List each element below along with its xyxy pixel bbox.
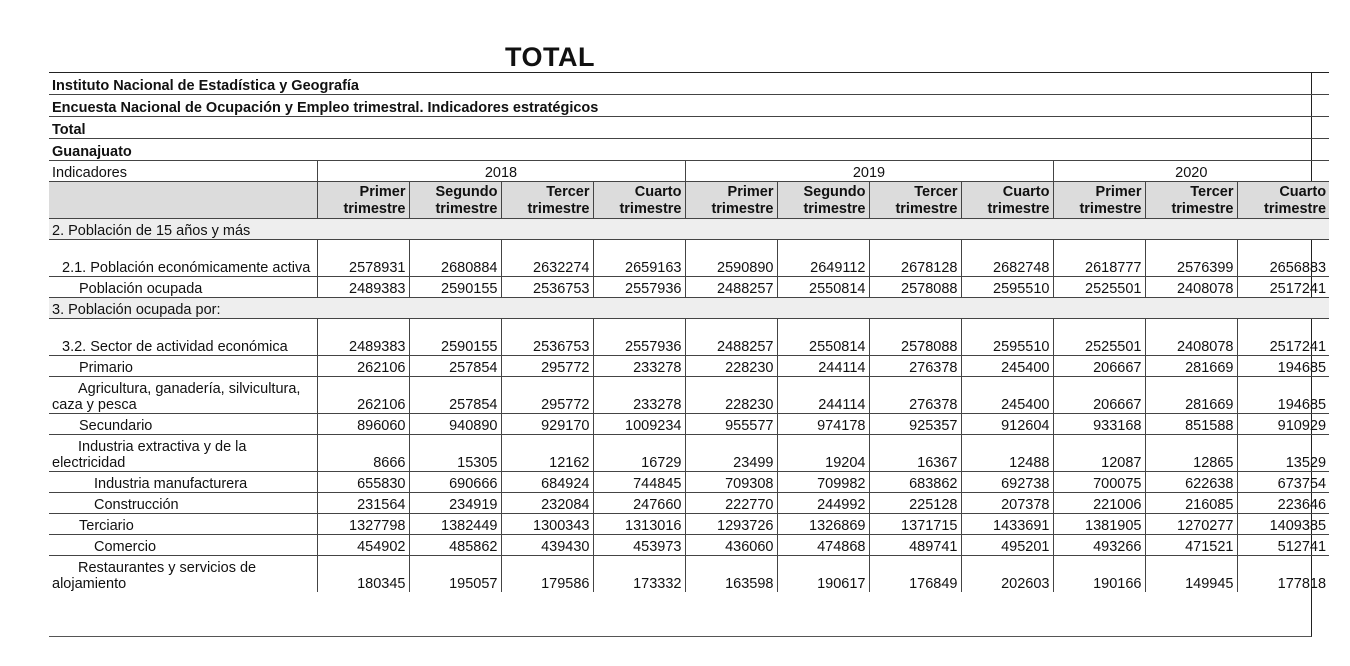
value-cell: 2557936 bbox=[593, 319, 685, 356]
row-label: 3. Población ocupada por: bbox=[49, 298, 1329, 319]
value-cell: 295772 bbox=[501, 377, 593, 414]
section-row bbox=[49, 298, 1329, 319]
value-cell: 190166 bbox=[1053, 556, 1145, 593]
quarter-header: Segundo trimestre bbox=[409, 182, 501, 219]
value-cell: 690666 bbox=[409, 472, 501, 493]
institute-name: Instituto Nacional de Estadística y Geografía bbox=[49, 73, 1329, 95]
value-cell: 149945 bbox=[1145, 556, 1237, 593]
value-cell: 245400 bbox=[961, 377, 1053, 414]
value-cell: 8666 bbox=[317, 435, 409, 472]
value-cell: 16729 bbox=[593, 435, 685, 472]
value-cell: 1009234 bbox=[593, 414, 685, 435]
value-cell: 1327798 bbox=[317, 514, 409, 535]
value-cell: 493266 bbox=[1053, 535, 1145, 556]
value-cell: 281669 bbox=[1145, 356, 1237, 377]
value-cell: 245400 bbox=[961, 356, 1053, 377]
year-header: 2018 bbox=[317, 161, 685, 182]
value-cell: 13529 bbox=[1237, 435, 1329, 472]
value-cell: 194685 bbox=[1237, 356, 1329, 377]
table-row bbox=[49, 514, 1329, 535]
value-cell: 216085 bbox=[1145, 493, 1237, 514]
value-cell: 2678128 bbox=[869, 240, 961, 277]
value-cell: 1433691 bbox=[961, 514, 1053, 535]
value-cell: 12865 bbox=[1145, 435, 1237, 472]
value-cell: 2408078 bbox=[1145, 319, 1237, 356]
quarter-header: Primer trimestre bbox=[1053, 182, 1145, 219]
value-cell: 12488 bbox=[961, 435, 1053, 472]
table-row bbox=[49, 493, 1329, 514]
value-cell: 222770 bbox=[685, 493, 777, 514]
value-cell: 262106 bbox=[317, 377, 409, 414]
value-cell: 2525501 bbox=[1053, 319, 1145, 356]
value-cell: 471521 bbox=[1145, 535, 1237, 556]
table-row bbox=[49, 472, 1329, 493]
value-cell: 1371715 bbox=[869, 514, 961, 535]
value-cell: 276378 bbox=[869, 377, 961, 414]
value-cell: 16367 bbox=[869, 435, 961, 472]
value-cell: 12162 bbox=[501, 435, 593, 472]
value-cell: 744845 bbox=[593, 472, 685, 493]
value-cell: 2578088 bbox=[869, 277, 961, 298]
value-cell: 262106 bbox=[317, 356, 409, 377]
value-cell: 194685 bbox=[1237, 377, 1329, 414]
value-cell: 2488257 bbox=[685, 277, 777, 298]
value-cell: 244992 bbox=[777, 493, 869, 514]
quarter-header: Primer trimestre bbox=[685, 182, 777, 219]
value-cell: 228230 bbox=[685, 377, 777, 414]
value-cell: 2517241 bbox=[1237, 319, 1329, 356]
value-cell: 709982 bbox=[777, 472, 869, 493]
quarter-header: Cuarto trimestre bbox=[593, 182, 685, 219]
value-cell: 495201 bbox=[961, 535, 1053, 556]
value-cell: 910929 bbox=[1237, 414, 1329, 435]
value-cell: 933168 bbox=[1053, 414, 1145, 435]
value-cell: 206667 bbox=[1053, 356, 1145, 377]
table-row bbox=[49, 277, 1329, 298]
value-cell: 2557936 bbox=[593, 277, 685, 298]
value-cell: 974178 bbox=[777, 414, 869, 435]
value-cell: 622638 bbox=[1145, 472, 1237, 493]
table-row bbox=[49, 535, 1329, 556]
value-cell: 940890 bbox=[409, 414, 501, 435]
row-label: Secundario bbox=[49, 414, 317, 435]
value-cell: 929170 bbox=[501, 414, 593, 435]
year-header: 2019 bbox=[685, 161, 1053, 182]
table-row bbox=[49, 435, 1329, 472]
value-cell: 247660 bbox=[593, 493, 685, 514]
value-cell: 1381905 bbox=[1053, 514, 1145, 535]
value-cell: 2656883 bbox=[1237, 240, 1329, 277]
value-cell: 15305 bbox=[409, 435, 501, 472]
value-cell: 2517241 bbox=[1237, 277, 1329, 298]
value-cell: 232084 bbox=[501, 493, 593, 514]
value-cell: 925357 bbox=[869, 414, 961, 435]
value-cell: 228230 bbox=[685, 356, 777, 377]
value-cell: 177818 bbox=[1237, 556, 1329, 593]
value-cell: 173332 bbox=[593, 556, 685, 593]
value-cell: 851588 bbox=[1145, 414, 1237, 435]
table-row bbox=[49, 319, 1329, 356]
value-cell: 234919 bbox=[409, 493, 501, 514]
value-cell: 2595510 bbox=[961, 277, 1053, 298]
quarter-header: Segundo trimestre bbox=[777, 182, 869, 219]
value-cell: 179586 bbox=[501, 556, 593, 593]
value-cell: 195057 bbox=[409, 556, 501, 593]
value-cell: 2680884 bbox=[409, 240, 501, 277]
scope-label: Total bbox=[49, 117, 1329, 139]
value-cell: 1326869 bbox=[777, 514, 869, 535]
quarter-header: Primer trimestre bbox=[317, 182, 409, 219]
value-cell: 2632274 bbox=[501, 240, 593, 277]
value-cell: 244114 bbox=[777, 377, 869, 414]
row-label: Agricultura, ganadería, silvicultura, caza y pesca bbox=[49, 377, 317, 414]
value-cell: 436060 bbox=[685, 535, 777, 556]
value-cell: 207378 bbox=[961, 493, 1053, 514]
table-row bbox=[49, 240, 1329, 277]
quarter-header: Tercer trimestre bbox=[501, 182, 593, 219]
value-cell: 1293726 bbox=[685, 514, 777, 535]
row-label: Población ocupada bbox=[49, 277, 317, 298]
value-cell: 2590155 bbox=[409, 277, 501, 298]
value-cell: 2595510 bbox=[961, 319, 1053, 356]
value-cell: 2659163 bbox=[593, 240, 685, 277]
value-cell: 202603 bbox=[961, 556, 1053, 593]
value-cell: 1270277 bbox=[1145, 514, 1237, 535]
value-cell: 1382449 bbox=[409, 514, 501, 535]
value-cell: 2550814 bbox=[777, 319, 869, 356]
value-cell: 2682748 bbox=[961, 240, 1053, 277]
value-cell: 955577 bbox=[685, 414, 777, 435]
value-cell: 1409385 bbox=[1237, 514, 1329, 535]
value-cell: 485862 bbox=[409, 535, 501, 556]
row-label: 2. Población de 15 años y más bbox=[49, 219, 1329, 240]
year-header: 2020 bbox=[1053, 161, 1329, 182]
value-cell: 912604 bbox=[961, 414, 1053, 435]
value-cell: 489741 bbox=[869, 535, 961, 556]
value-cell: 2488257 bbox=[685, 319, 777, 356]
row-label: 2.1. Población económicamente activa bbox=[49, 240, 317, 277]
value-cell: 23499 bbox=[685, 435, 777, 472]
value-cell: 673754 bbox=[1237, 472, 1329, 493]
value-cell: 257854 bbox=[409, 356, 501, 377]
survey-name: Encuesta Nacional de Ocupación y Empleo trimestral. Indicadores estratégicos bbox=[49, 95, 1329, 117]
value-cell: 439430 bbox=[501, 535, 593, 556]
quarter-header: Cuarto trimestre bbox=[1237, 182, 1329, 219]
value-cell: 223646 bbox=[1237, 493, 1329, 514]
value-cell: 1300343 bbox=[501, 514, 593, 535]
value-cell: 12087 bbox=[1053, 435, 1145, 472]
value-cell: 2489383 bbox=[317, 277, 409, 298]
quarter-header-spacer bbox=[49, 182, 317, 219]
value-cell: 2576399 bbox=[1145, 240, 1237, 277]
value-cell: 231564 bbox=[317, 493, 409, 514]
value-cell: 2578931 bbox=[317, 240, 409, 277]
row-label: Restaurantes y servicios de alojamiento bbox=[49, 556, 317, 593]
value-cell: 281669 bbox=[1145, 377, 1237, 414]
row-label: Comercio bbox=[49, 535, 317, 556]
value-cell: 454902 bbox=[317, 535, 409, 556]
row-label: Industria manufacturera bbox=[49, 472, 317, 493]
value-cell: 225128 bbox=[869, 493, 961, 514]
value-cell: 190617 bbox=[777, 556, 869, 593]
indicators-table bbox=[49, 72, 1329, 592]
value-cell: 19204 bbox=[777, 435, 869, 472]
value-cell: 176849 bbox=[869, 556, 961, 593]
table-row bbox=[49, 377, 1329, 414]
value-cell: 276378 bbox=[869, 356, 961, 377]
row-label: Industria extractiva y de la electricidad bbox=[49, 435, 317, 472]
value-cell: 453973 bbox=[593, 535, 685, 556]
table-row bbox=[49, 414, 1329, 435]
row-label: 3.2. Sector de actividad económica bbox=[49, 319, 317, 356]
value-cell: 233278 bbox=[593, 356, 685, 377]
section-row bbox=[49, 219, 1329, 240]
value-cell: 2590155 bbox=[409, 319, 501, 356]
value-cell: 2590890 bbox=[685, 240, 777, 277]
value-cell: 2536753 bbox=[501, 277, 593, 298]
value-cell: 163598 bbox=[685, 556, 777, 593]
value-cell: 474868 bbox=[777, 535, 869, 556]
indicators-header: Indicadores bbox=[49, 161, 317, 182]
state-label: Guanajuato bbox=[49, 139, 1329, 161]
quarter-header: Cuarto trimestre bbox=[961, 182, 1053, 219]
row-label: Primario bbox=[49, 356, 317, 377]
page-title: TOTAL bbox=[505, 42, 595, 72]
value-cell: 512741 bbox=[1237, 535, 1329, 556]
value-cell: 692738 bbox=[961, 472, 1053, 493]
value-cell: 2525501 bbox=[1053, 277, 1145, 298]
value-cell: 2536753 bbox=[501, 319, 593, 356]
value-cell: 2550814 bbox=[777, 277, 869, 298]
value-cell: 244114 bbox=[777, 356, 869, 377]
value-cell: 221006 bbox=[1053, 493, 1145, 514]
value-cell: 2578088 bbox=[869, 319, 961, 356]
row-label: Construcción bbox=[49, 493, 317, 514]
value-cell: 257854 bbox=[409, 377, 501, 414]
value-cell: 655830 bbox=[317, 472, 409, 493]
value-cell: 2489383 bbox=[317, 319, 409, 356]
value-cell: 700075 bbox=[1053, 472, 1145, 493]
value-cell: 233278 bbox=[593, 377, 685, 414]
table-body bbox=[49, 219, 1329, 593]
value-cell: 2408078 bbox=[1145, 277, 1237, 298]
value-cell: 2649112 bbox=[777, 240, 869, 277]
value-cell: 295772 bbox=[501, 356, 593, 377]
table-row bbox=[49, 356, 1329, 377]
table-row bbox=[49, 556, 1329, 593]
value-cell: 684924 bbox=[501, 472, 593, 493]
value-cell: 206667 bbox=[1053, 377, 1145, 414]
value-cell: 896060 bbox=[317, 414, 409, 435]
row-label: Terciario bbox=[49, 514, 317, 535]
value-cell: 180345 bbox=[317, 556, 409, 593]
value-cell: 683862 bbox=[869, 472, 961, 493]
value-cell: 2618777 bbox=[1053, 240, 1145, 277]
value-cell: 1313016 bbox=[593, 514, 685, 535]
data-sheet bbox=[49, 72, 1327, 637]
quarter-header-row bbox=[49, 182, 1329, 219]
value-cell: 709308 bbox=[685, 472, 777, 493]
quarter-header: Tercer trimestre bbox=[1145, 182, 1237, 219]
quarter-header: Tercer trimestre bbox=[869, 182, 961, 219]
